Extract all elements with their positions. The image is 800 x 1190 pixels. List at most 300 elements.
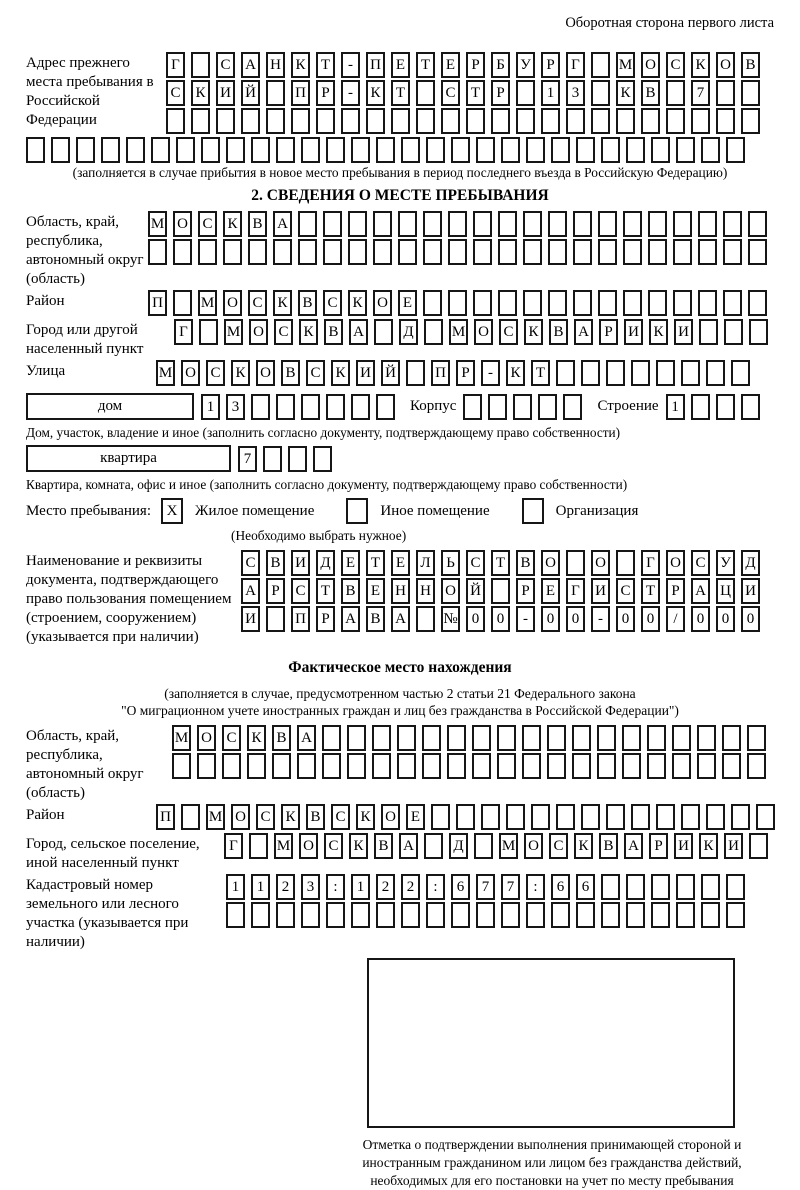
char-cell: М — [499, 833, 518, 859]
char-cell — [676, 902, 695, 928]
char-cell — [749, 319, 768, 345]
char-cell — [223, 239, 242, 265]
char-cell — [456, 804, 475, 830]
char-cell — [723, 290, 742, 316]
char-cell: С — [691, 550, 710, 576]
char-cell — [747, 753, 766, 779]
char-cell: Р — [599, 319, 618, 345]
char-cell: В — [306, 804, 325, 830]
char-cell — [491, 108, 510, 134]
char-cell: С — [274, 319, 293, 345]
char-cell — [347, 725, 366, 751]
char-cell: Й — [466, 578, 485, 604]
char-cell — [376, 137, 395, 163]
char-cell: П — [431, 360, 450, 386]
char-cell: Ь — [441, 550, 460, 576]
char-cell: 6 — [576, 874, 595, 900]
char-cell — [313, 446, 332, 472]
char-cell: 1 — [226, 874, 245, 900]
char-cell: 1 — [351, 874, 370, 900]
char-cell — [526, 137, 545, 163]
prev-address-row-1[interactable] — [166, 52, 766, 78]
char-cell: П — [156, 804, 175, 830]
char-cell: 2 — [401, 874, 420, 900]
char-cell — [476, 137, 495, 163]
char-cell — [416, 606, 435, 632]
char-cell: К — [191, 80, 210, 106]
char-cell — [391, 108, 410, 134]
char-cell: В — [341, 578, 360, 604]
char-cell: Р — [456, 360, 475, 386]
char-cell — [351, 394, 370, 420]
char-cell — [724, 319, 743, 345]
char-cell: В — [298, 290, 317, 316]
char-cell: О — [716, 52, 735, 78]
char-cell: В — [374, 833, 393, 859]
char-cell: Е — [391, 550, 410, 576]
char-cell: С — [499, 319, 518, 345]
char-cell: О — [666, 550, 685, 576]
char-cell: К — [616, 80, 635, 106]
char-cell — [441, 108, 460, 134]
char-cell — [322, 753, 341, 779]
char-cell — [741, 108, 760, 134]
actual-city-row[interactable] — [224, 833, 774, 859]
char-cell — [722, 753, 741, 779]
char-cell — [598, 290, 617, 316]
confirmation-stamp-caption: Отметка о подтверждении выполнения принимающей стороной и иностранным гражданином или лицом без гражданства действий, необходимых для его постановки на учет по месту пребывания — [362, 1137, 742, 1188]
char-cell — [276, 902, 295, 928]
char-cell — [523, 290, 542, 316]
char-cell — [666, 108, 685, 134]
char-cell: Г — [224, 833, 243, 859]
char-cell — [173, 290, 192, 316]
char-cell — [523, 211, 542, 237]
char-cell — [181, 804, 200, 830]
char-cell: О — [381, 804, 400, 830]
char-cell — [423, 239, 442, 265]
apartment-caption: Квартира, комната, офис и иное (заполнить согласно документу, подтверждающему право собственности) — [26, 477, 628, 492]
char-cell: Т — [391, 80, 410, 106]
actual-region-rows — [172, 725, 772, 781]
checkbox-other-premises[interactable] — [346, 498, 368, 524]
char-cell: Р — [266, 578, 285, 604]
char-cell — [631, 804, 650, 830]
char-cell: 1 — [666, 394, 685, 420]
region-row-1[interactable] — [148, 211, 773, 237]
char-cell — [572, 725, 591, 751]
char-cell — [451, 137, 470, 163]
char-cell: А — [241, 52, 260, 78]
char-cell: Т — [641, 578, 660, 604]
char-cell — [647, 753, 666, 779]
char-cell — [556, 360, 575, 386]
char-cell — [616, 550, 635, 576]
char-cell — [498, 239, 517, 265]
char-cell: О — [373, 290, 392, 316]
char-cell — [326, 394, 345, 420]
char-cell: М — [616, 52, 635, 78]
house-number-cells[interactable] — [201, 394, 401, 420]
char-cell: К — [223, 211, 242, 237]
char-cell — [601, 137, 620, 163]
char-cell — [148, 239, 167, 265]
char-cell — [473, 239, 492, 265]
char-cell: О — [249, 319, 268, 345]
char-cell — [576, 902, 595, 928]
char-cell: Р — [316, 80, 335, 106]
char-cell — [373, 211, 392, 237]
char-cell: Р — [516, 578, 535, 604]
char-cell — [397, 753, 416, 779]
char-cell: К — [281, 804, 300, 830]
char-cell: И — [356, 360, 375, 386]
char-cell: Т — [316, 578, 335, 604]
field-district — [26, 290, 774, 318]
char-cell — [641, 108, 660, 134]
char-cell: О — [173, 211, 192, 237]
char-cell: Е — [541, 578, 560, 604]
char-cell: М — [156, 360, 175, 386]
char-cell — [748, 290, 767, 316]
char-cell — [522, 753, 541, 779]
field-actual-city — [26, 833, 774, 873]
char-cell: Й — [381, 360, 400, 386]
char-cell — [672, 725, 691, 751]
char-cell — [222, 753, 241, 779]
char-cell: О — [299, 833, 318, 859]
char-cell: С — [291, 578, 310, 604]
char-cell — [573, 211, 592, 237]
char-cell — [731, 804, 750, 830]
char-cell — [548, 239, 567, 265]
char-cell — [447, 725, 466, 751]
stroenie-label: Строение — [597, 398, 659, 414]
char-cell — [191, 52, 210, 78]
char-cell — [348, 211, 367, 237]
char-cell: А — [349, 319, 368, 345]
char-cell — [241, 108, 260, 134]
char-cell — [513, 394, 532, 420]
char-cell: 0 — [466, 606, 485, 632]
char-cell — [448, 290, 467, 316]
region-rows — [148, 211, 773, 267]
char-cell: 3 — [301, 874, 320, 900]
char-cell: О — [181, 360, 200, 386]
char-cell — [197, 753, 216, 779]
apartment-row — [26, 445, 774, 473]
char-cell: Д — [741, 550, 760, 576]
house-caption: Дом, участок, владение и иное (заполнить согласно документу, подтверждающему право собственности) — [26, 425, 621, 440]
char-cell — [26, 137, 45, 163]
char-cell — [722, 725, 741, 751]
char-cell — [276, 394, 295, 420]
char-cell — [322, 725, 341, 751]
char-cell — [573, 290, 592, 316]
option-other-premises-label: Иное помещение — [380, 502, 490, 519]
char-cell: К — [299, 319, 318, 345]
char-cell — [701, 874, 720, 900]
field-actual-region — [26, 725, 774, 803]
char-cell: Е — [441, 52, 460, 78]
char-cell — [601, 902, 620, 928]
char-cell — [597, 753, 616, 779]
char-cell: О — [524, 833, 543, 859]
street-row[interactable] — [156, 360, 756, 386]
document-row-1[interactable] — [241, 550, 766, 576]
char-cell: 7 — [238, 446, 257, 472]
char-cell — [451, 902, 470, 928]
char-cell — [623, 239, 642, 265]
char-cell: Т — [466, 80, 485, 106]
option-organization-label: Организация — [555, 502, 639, 519]
char-cell — [526, 902, 545, 928]
char-cell — [372, 753, 391, 779]
checkbox-organization[interactable] — [522, 498, 544, 524]
char-cell: С — [331, 804, 350, 830]
char-cell — [497, 725, 516, 751]
korpus-cells[interactable] — [463, 394, 588, 420]
char-cell: А — [273, 211, 292, 237]
char-cell — [376, 394, 395, 420]
char-cell — [531, 804, 550, 830]
char-cell — [373, 239, 392, 265]
city-label: Город или другой населенный пункт — [26, 322, 144, 357]
cadastral-label: Кадастровый номер земельного или лесного участка (указывается при наличии) — [26, 877, 189, 950]
char-cell — [448, 211, 467, 237]
char-cell: О — [231, 804, 250, 830]
char-cell: М — [172, 725, 191, 751]
char-cell: М — [449, 319, 468, 345]
char-cell — [651, 137, 670, 163]
char-cell — [497, 753, 516, 779]
char-cell — [566, 550, 585, 576]
char-cell: А — [574, 319, 593, 345]
char-cell — [701, 137, 720, 163]
field-region — [26, 211, 774, 289]
char-cell: К — [348, 290, 367, 316]
char-cell — [731, 360, 750, 386]
prev-address-row-3[interactable] — [166, 108, 766, 134]
char-cell — [606, 804, 625, 830]
char-cell — [476, 902, 495, 928]
char-cell — [572, 753, 591, 779]
char-cell: К — [331, 360, 350, 386]
char-cell: Т — [491, 550, 510, 576]
char-cell: И — [591, 578, 610, 604]
char-cell: Е — [366, 578, 385, 604]
char-cell: Р — [491, 80, 510, 106]
char-cell — [423, 211, 442, 237]
char-cell — [448, 239, 467, 265]
char-cell — [598, 239, 617, 265]
char-cell: В — [266, 550, 285, 576]
char-cell: Е — [391, 52, 410, 78]
char-cell: С — [306, 360, 325, 386]
char-cell — [716, 394, 735, 420]
char-cell: В — [641, 80, 660, 106]
char-cell — [323, 239, 342, 265]
field-document — [26, 550, 774, 647]
stay-place-row — [26, 498, 774, 526]
char-cell — [506, 804, 525, 830]
char-cell: С — [323, 290, 342, 316]
actual-district-row[interactable] — [156, 804, 781, 830]
char-cell — [201, 137, 220, 163]
char-cell: - — [481, 360, 500, 386]
char-cell — [351, 137, 370, 163]
char-cell: К — [366, 80, 385, 106]
char-cell: Г — [566, 52, 585, 78]
char-cell: А — [341, 606, 360, 632]
char-cell — [251, 902, 270, 928]
char-cell: Г — [166, 52, 185, 78]
char-cell: П — [291, 606, 310, 632]
char-cell — [741, 394, 760, 420]
region-row-2[interactable] — [148, 239, 773, 265]
char-cell: И — [724, 833, 743, 859]
char-cell — [706, 360, 725, 386]
char-cell — [172, 753, 191, 779]
char-cell — [266, 606, 285, 632]
korpus-label: Корпус — [410, 398, 457, 414]
char-cell — [463, 394, 482, 420]
char-cell: А — [624, 833, 643, 859]
char-cell — [516, 108, 535, 134]
char-cell: С — [549, 833, 568, 859]
document-row-3[interactable] — [241, 606, 766, 632]
char-cell — [701, 902, 720, 928]
char-cell — [656, 804, 675, 830]
char-cell — [601, 874, 620, 900]
char-cell — [648, 211, 667, 237]
char-cell — [547, 753, 566, 779]
char-cell: С — [222, 725, 241, 751]
char-cell: И — [741, 578, 760, 604]
prev-address-row-2[interactable] — [166, 80, 766, 106]
char-cell — [623, 211, 642, 237]
char-cell: Б — [491, 52, 510, 78]
char-cell — [566, 108, 585, 134]
char-cell: Р — [541, 52, 560, 78]
char-cell — [473, 290, 492, 316]
char-cell — [466, 108, 485, 134]
char-cell — [538, 394, 557, 420]
char-cell — [581, 804, 600, 830]
char-cell: А — [297, 725, 316, 751]
char-cell — [651, 874, 670, 900]
district-row[interactable] — [148, 290, 773, 316]
char-cell — [691, 394, 710, 420]
char-cell: Ц — [716, 578, 735, 604]
char-cell — [416, 80, 435, 106]
actual-region-row-1[interactable] — [172, 725, 772, 751]
char-cell — [266, 80, 285, 106]
char-cell: М — [224, 319, 243, 345]
actual-location-note-2: "О миграционном учете иностранных граждан и лиц без гражданства в Российской Федерации") — [121, 703, 679, 718]
char-cell — [551, 902, 570, 928]
char-cell — [598, 211, 617, 237]
char-cell — [523, 239, 542, 265]
char-cell: 2 — [276, 874, 295, 900]
char-cell: А — [691, 578, 710, 604]
char-cell — [748, 211, 767, 237]
char-cell — [597, 725, 616, 751]
document-row-2[interactable] — [241, 578, 766, 604]
char-cell: 0 — [616, 606, 635, 632]
char-cell: Г — [566, 578, 585, 604]
char-cell — [697, 753, 716, 779]
char-cell: Е — [341, 550, 360, 576]
char-cell: Т — [316, 52, 335, 78]
char-cell — [263, 446, 282, 472]
stay-place-label: Место пребывания: — [26, 502, 151, 519]
char-cell — [406, 360, 425, 386]
char-cell — [472, 725, 491, 751]
char-cell: В — [516, 550, 535, 576]
apartment-cells[interactable] — [238, 446, 338, 472]
stay-place-note: (Необходимо выбрать нужное) — [231, 528, 407, 543]
cadastral-rows — [226, 874, 751, 930]
char-cell: Т — [416, 52, 435, 78]
stroenie-cells[interactable] — [666, 394, 766, 420]
char-cell: К — [524, 319, 543, 345]
char-cell — [151, 137, 170, 163]
city-row[interactable] — [174, 319, 774, 345]
char-cell — [576, 137, 595, 163]
char-cell: - — [591, 606, 610, 632]
char-cell — [347, 753, 366, 779]
char-cell: 6 — [451, 874, 470, 900]
char-cell — [323, 211, 342, 237]
prev-address-row-4[interactable] — [26, 137, 774, 163]
actual-region-label: Область, край, республика, автономный округ (область) — [26, 728, 144, 801]
char-cell — [326, 137, 345, 163]
char-cell: О — [197, 725, 216, 751]
char-cell — [616, 108, 635, 134]
char-cell — [251, 394, 270, 420]
char-cell: И — [291, 550, 310, 576]
char-cell — [716, 80, 735, 106]
char-cell: С — [256, 804, 275, 830]
char-cell: В — [549, 319, 568, 345]
char-cell — [291, 108, 310, 134]
actual-region-row-2[interactable] — [172, 753, 772, 779]
char-cell: 0 — [541, 606, 560, 632]
char-cell — [474, 833, 493, 859]
char-cell — [622, 753, 641, 779]
char-cell: К — [356, 804, 375, 830]
cadastral-row-2[interactable] — [226, 902, 751, 928]
checkbox-residential[interactable]: X — [161, 498, 183, 524]
char-cell: О — [441, 578, 460, 604]
char-cell: В — [599, 833, 618, 859]
char-cell: 2 — [376, 874, 395, 900]
char-cell — [622, 725, 641, 751]
char-cell: А — [399, 833, 418, 859]
char-cell: 0 — [491, 606, 510, 632]
char-cell — [681, 360, 700, 386]
char-cell — [697, 725, 716, 751]
char-cell — [726, 137, 745, 163]
char-cell: П — [148, 290, 167, 316]
district-label: Район — [26, 293, 65, 309]
char-cell: С — [216, 52, 235, 78]
char-cell — [472, 753, 491, 779]
char-cell: : — [426, 874, 445, 900]
cadastral-row-1[interactable] — [226, 874, 751, 900]
char-cell — [376, 902, 395, 928]
